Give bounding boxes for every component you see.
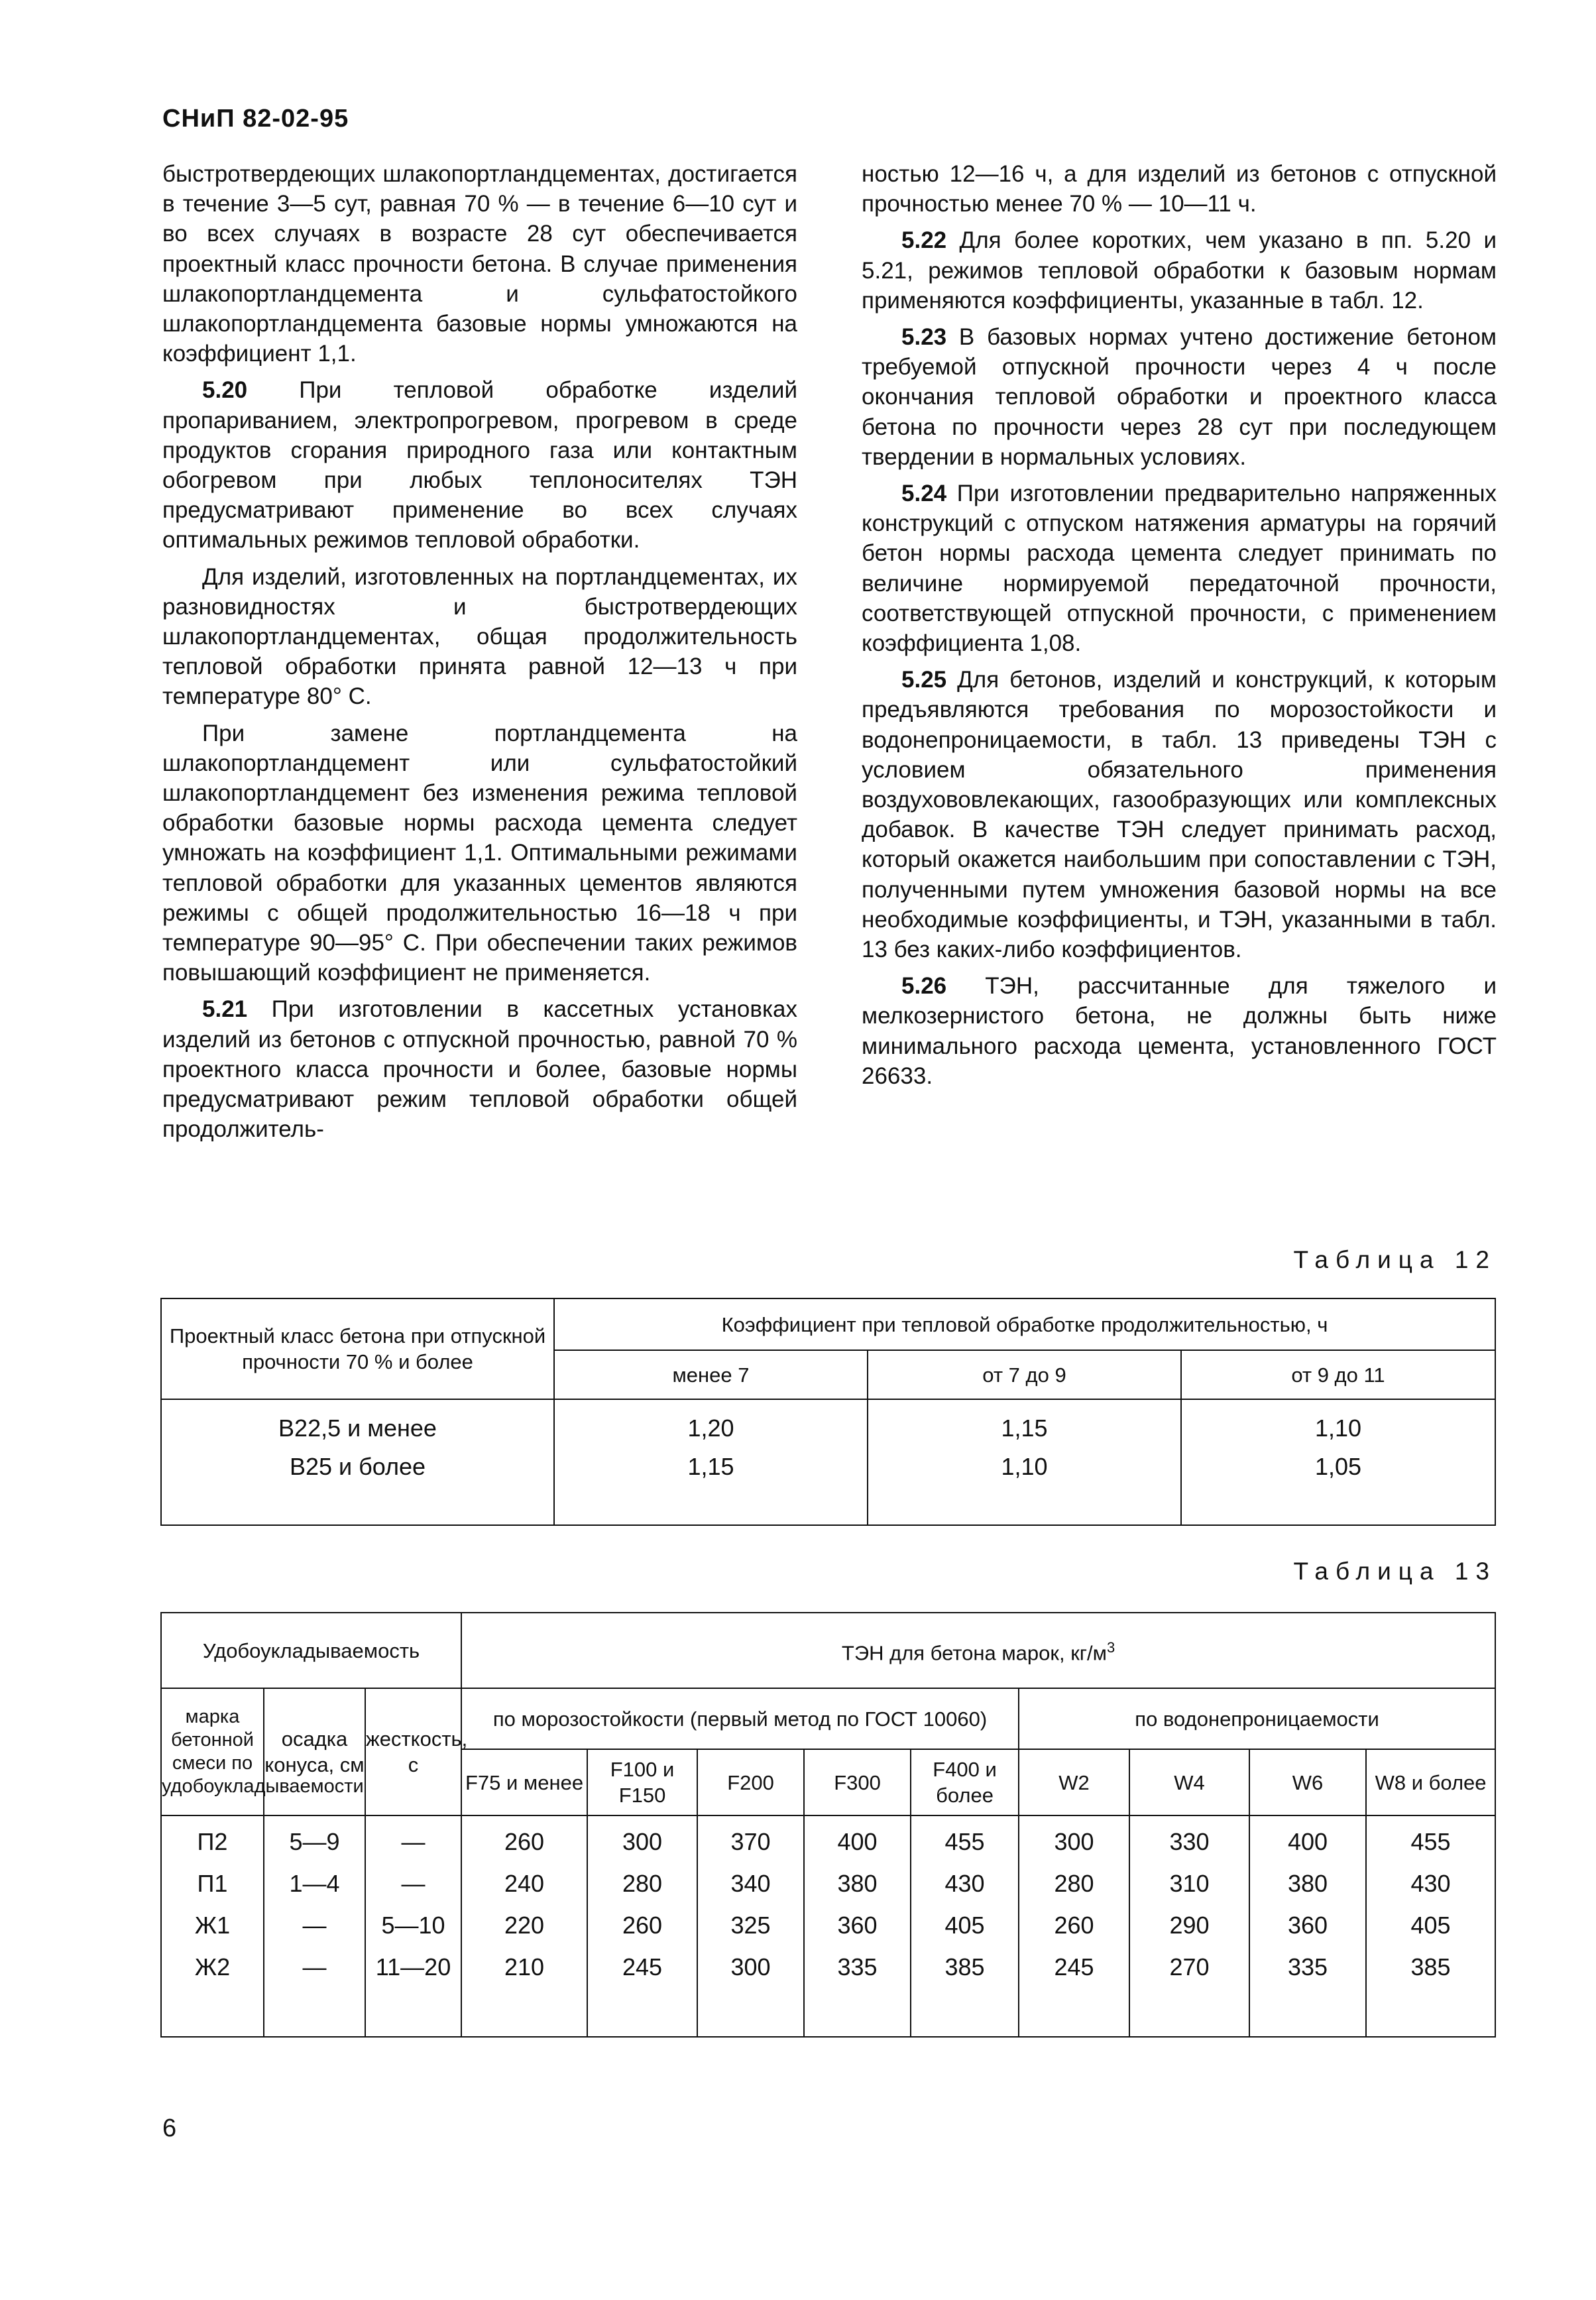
table12-values-cell [1181, 1399, 1495, 1525]
table13-value-cell: 455 [911, 1815, 1019, 1865]
table13-value-cell: 300 [697, 1948, 804, 2037]
page-number: 6 [162, 2114, 177, 2142]
paragraph-text: ностью 12—16 ч, а для изделий из бетонов с отпускной прочностью менее 70 % — 10—11 ч. [862, 161, 1497, 217]
table13-slump-cell: — [264, 1906, 365, 1948]
paragraph [162, 375, 797, 555]
table13-value-cell: 280 [587, 1865, 697, 1906]
table13-value-cell: 260 [1019, 1906, 1129, 1948]
paragraph [862, 479, 1497, 658]
table13-value-cell: 360 [1249, 1906, 1366, 1948]
table13-value-cell: 405 [911, 1906, 1019, 1948]
table13-value-cell: 455 [1366, 1815, 1495, 1865]
paragraph-text: При замене портландцемента на шлакопортландцемент или сульфатостойкий шлакопортландцемент без изменения режима тепловой обработки базовые нормы расхода цемента следует умножать на коэффициент 1,1. Оптимальными режимами тепловой обработки для указанных цементов являются режимы с общей продолжительностью 16—18 ч при температуре 90—95° С. При обеспечении таких режимов повышающий коэффициент не применяется. [162, 720, 797, 986]
table13-workability-header: Удобоукладываемость [161, 1613, 461, 1688]
paragraph [862, 971, 1497, 1091]
document-code: СНиП 82-02-95 [162, 105, 349, 133]
table-row [161, 1906, 1495, 1948]
paragraph-text: При изготовлении в кассетных установках изделий из бетонов с отпускной прочностью, равной 70 % проектного класса прочности и более, базовые нормы предусматривают режим тепловой обработки общей продолжитель- [162, 996, 797, 1143]
table12-caption: Таблица 12 [1293, 1246, 1497, 1273]
table12-group-header: Коэффициент при тепловой обработке продолжительностью, ч [554, 1298, 1495, 1350]
table12-row-label: В25 и более [289, 1453, 426, 1480]
table13-water-col: W8 и более [1366, 1749, 1495, 1815]
clause-number: 5.22 [901, 227, 947, 254]
table12-values-cell [554, 1399, 868, 1525]
paragraph [862, 665, 1497, 964]
table13-value-cell: 430 [1366, 1865, 1495, 1906]
clause-number: 5.24 [901, 481, 947, 507]
table13-value-cell: 330 [1129, 1815, 1249, 1865]
table12-values-cell [868, 1399, 1181, 1525]
table12-value: 1,20 [687, 1414, 734, 1442]
table12-value: 1,10 [1001, 1453, 1048, 1480]
paragraph-text: ТЭН, рассчитанные для тяжелого и мелкозернистого бетона, не должны быть ниже минимального расхода цемента, установленного ГОСТ 26633. [862, 973, 1497, 1089]
table13-value-cell: 380 [1249, 1865, 1366, 1906]
paragraph-text: быстротвердеющих шлакопортландцементах, достигается в течение 3—5 сут, равная 70 % — в течение 6—10 сут и во всех случаях в возрасте 28 сут обеспечивается проектный класс прочности бетона. В случае применения шлакопортландцемента и сульфатостойкого шлакопортландцемента базовые нормы умножаются на коэффициент 1,1. [162, 161, 797, 367]
paragraph-text: При изготовлении предварительно напряженных конструкций с отпуском натяжения арматуры на горячий бетон нормы расхода цемента следует принимать по величине нормируемой передаточной прочности, соответствующей отпускной прочности, с применением коэффициента 1,08. [862, 481, 1497, 657]
paragraph [862, 225, 1497, 316]
table13-value-cell: 400 [804, 1815, 911, 1865]
table12-value: 1,15 [1001, 1414, 1048, 1442]
table13-water-col: W2 [1019, 1749, 1129, 1815]
table-row [161, 1948, 1495, 2037]
table13-slump-cell: 1—4 [264, 1865, 365, 1906]
clause-number: 5.26 [901, 973, 947, 1000]
paragraph-text: Для бетонов, изделий и конструкций, к которым предъявляются требования по морозостойкости и водонепроницаемости, в табл. 13 приведены ТЭН с условием обязательного применения воздухововлекающих, газообразующих или комплексных добавок. В качестве ТЭН следует принимать расход, который окажется наибольшим при сопоставлении с ТЭН, полученными путем умножения базовой нормы на все необходимые коэффициенты, и ТЭН, указанными в табл. 13 без каких-либо коэффициентов. [862, 667, 1497, 963]
table13-value-cell: 245 [1019, 1948, 1129, 2037]
clause-number: 5.25 [901, 667, 947, 693]
table13-value-cell: 240 [461, 1865, 587, 1906]
table13-water-header: по водонепроницаемости [1019, 1688, 1495, 1749]
table13-value-cell: 300 [587, 1815, 697, 1865]
table12-value: 1,15 [687, 1453, 734, 1480]
table13-ten-header: ТЭН для бетона марок, $кг/м^3$ [461, 1613, 1495, 1688]
table13-value-cell: 430 [911, 1865, 1019, 1906]
paragraph-text: Для изделий, изготовленных на портландцементах, их разновидностях и быстротвердеющих шлакопортландцементах, общая продолжительность тепловой обработки принята равной 12—13 ч при температуре 80° С. [162, 563, 797, 710]
table13-value-cell: 405 [1366, 1906, 1495, 1948]
table13-slump-cell: 5—9 [264, 1815, 365, 1865]
table13-slump-cell: — [264, 1948, 365, 2037]
table13-value-cell: 335 [1249, 1948, 1366, 2037]
table13-value-cell: 270 [1129, 1948, 1249, 2037]
table13-value-cell: 210 [461, 1948, 587, 2037]
clause-number: 5.23 [901, 324, 947, 351]
table13-slump-header: осадка конуса, см [264, 1688, 365, 1815]
table13-value-cell: 310 [1129, 1865, 1249, 1906]
table13-value-cell: 340 [697, 1865, 804, 1906]
table12-labels-cell [161, 1399, 554, 1525]
table13-water-col: W4 [1129, 1749, 1249, 1815]
table13-value-cell: 335 [804, 1948, 911, 2037]
table13-value-cell: 300 [1019, 1815, 1129, 1865]
table13-grade-cell: П2 [161, 1815, 264, 1865]
table13-frost-col: F200 [697, 1749, 804, 1815]
table13-value-cell: 290 [1129, 1906, 1249, 1948]
table13-value-cell: 360 [804, 1906, 911, 1948]
left-column [162, 159, 797, 1151]
table13-value-cell: 400 [1249, 1815, 1366, 1865]
paragraph [862, 322, 1497, 472]
table13-value-cell: 260 [461, 1815, 587, 1865]
paragraph [162, 994, 797, 1144]
table13-frost-col: F75 и менее [461, 1749, 587, 1815]
table-13 [160, 1612, 1496, 2038]
table13-value-cell: 325 [697, 1906, 804, 1948]
clause-number: 5.21 [202, 996, 248, 1023]
paragraph [162, 159, 797, 369]
table13-grade-header: марка бетонной смеси по удобоукладываемости [161, 1688, 264, 1815]
paragraph [862, 159, 1497, 219]
clause-number: 5.20 [202, 377, 248, 404]
table12-col-header: менее 7 [554, 1350, 868, 1399]
table13-stiffness-cell: — [365, 1865, 461, 1906]
table-row [161, 1815, 1495, 1865]
table13-stiffness-cell: 11—20 [365, 1948, 461, 2037]
table13-value-cell: 260 [587, 1906, 697, 1948]
table13-value-cell: 245 [587, 1948, 697, 2037]
table13-value-cell: 385 [911, 1948, 1019, 2037]
paragraph-text: При тепловой обработке изделий пропариванием, электропрогревом, прогревом в среде продуктов сгорания природного газа или контактным обогревом при любых теплоносителях ТЭН предусматривают применение во всех случаях оптимальных режимов тепловой обработки. [162, 377, 797, 553]
table-12 [160, 1298, 1496, 1526]
table13-grade-cell: П1 [161, 1865, 264, 1906]
paragraph-text: В базовых нормах учтено достижение бетоном требуемой отпускной прочности через 4 ч после окончания тепловой обработки и проектного класса бетона по прочности через 28 сут при последующем твердении в нормальных условиях. [862, 324, 1497, 470]
paragraph [162, 562, 797, 712]
table12-row-label: В22,5 и менее [278, 1414, 437, 1442]
table12-value: 1,05 [1314, 1453, 1362, 1480]
table12-col-header: от 7 до 9 [868, 1350, 1181, 1399]
table13-frost-col: F100 и F150 [587, 1749, 697, 1815]
table13-value-cell: 370 [697, 1815, 804, 1865]
table13-value-cell: 220 [461, 1906, 587, 1948]
table13-value-cell: 280 [1019, 1865, 1129, 1906]
paragraph-text: Для более коротких, чем указано в пп. 5.20 и 5.21, режимов тепловой обработки к базовым нормам применяются коэффициенты, указанные в табл. 12. [862, 227, 1497, 314]
table13-stiffness-header: жесткость, с [365, 1688, 461, 1815]
table13-stiffness-cell: 5—10 [365, 1906, 461, 1948]
paragraph [162, 719, 797, 988]
table12-row-header: Проектный класс бетона при отпускной прочности 70 % и более [161, 1298, 554, 1399]
table13-frost-header: по морозостойкости (первый метод по ГОСТ 10060) [461, 1688, 1019, 1749]
table12-col-header: от 9 до 11 [1181, 1350, 1495, 1399]
table13-value-cell: 385 [1366, 1948, 1495, 2037]
text-columns [162, 159, 1497, 1151]
table13-frost-col: F400 и более [911, 1749, 1019, 1815]
right-column [862, 159, 1497, 1151]
table-row [161, 1865, 1495, 1906]
table13-grade-cell: Ж2 [161, 1948, 264, 2037]
table13-caption: Таблица 13 [1293, 1558, 1497, 1585]
table13-frost-col: F300 [804, 1749, 911, 1815]
table13-value-cell: 380 [804, 1865, 911, 1906]
table13-water-col: W6 [1249, 1749, 1366, 1815]
table12-value: 1,10 [1314, 1414, 1362, 1442]
table13-stiffness-cell: — [365, 1815, 461, 1865]
table13-grade-cell: Ж1 [161, 1906, 264, 1948]
